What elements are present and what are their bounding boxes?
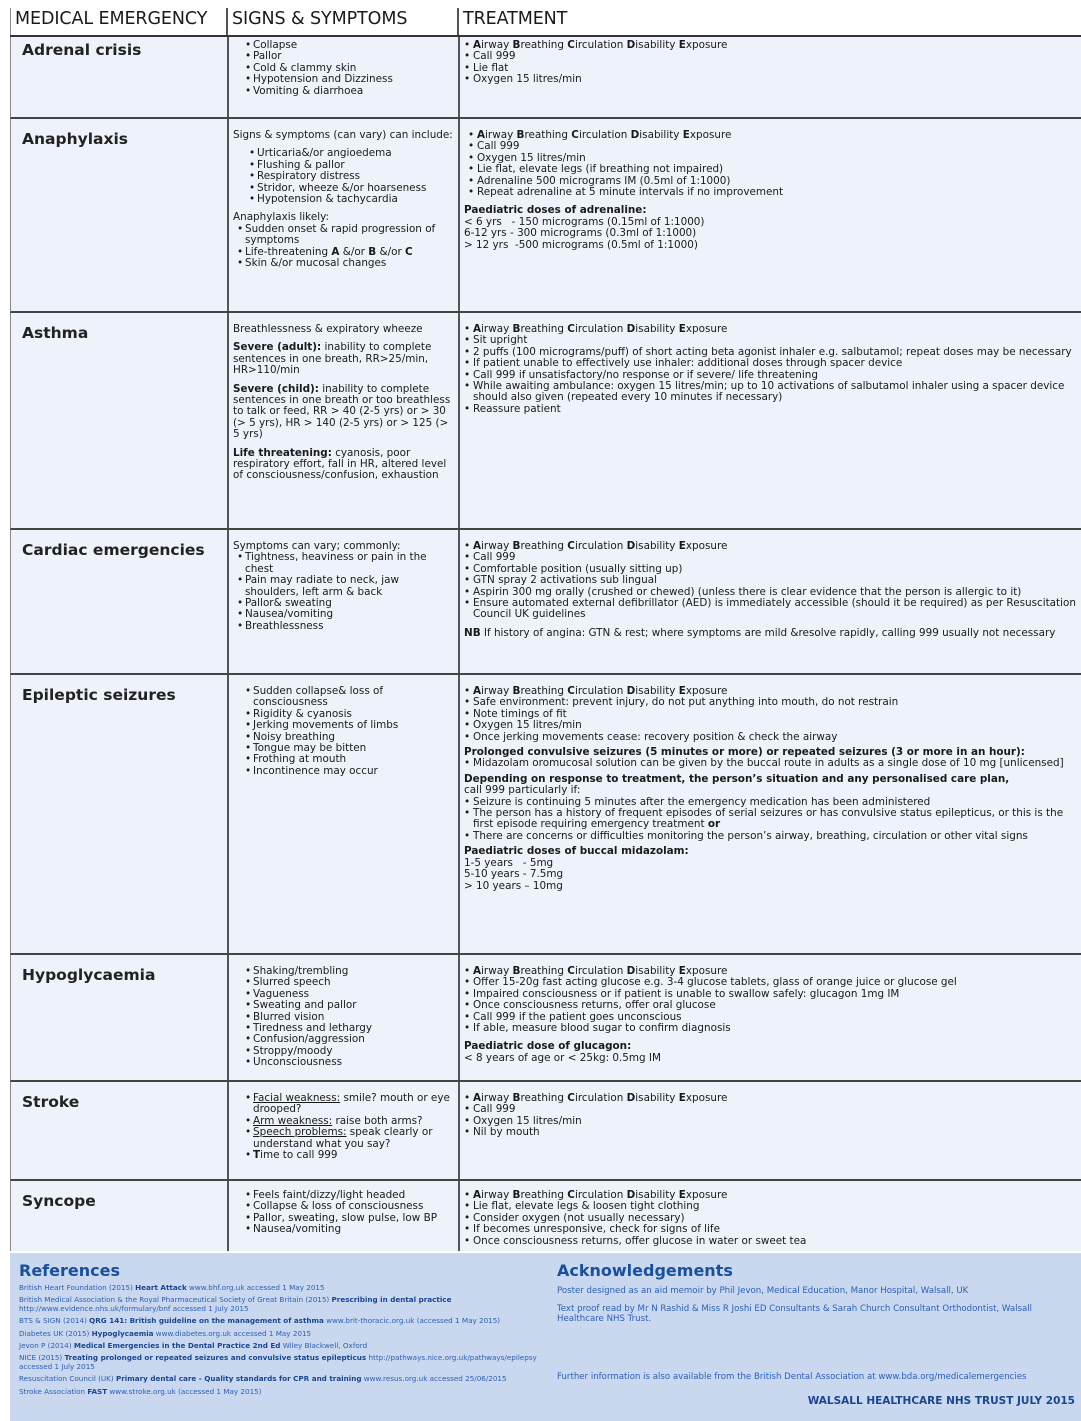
prolonged-list bbox=[464, 758, 1078, 769]
list-item: • Note timings of fit bbox=[464, 709, 1078, 720]
fast-s: • Speech problems: speak clearly or understand what you say? bbox=[245, 1127, 454, 1150]
signs-cell bbox=[227, 675, 458, 953]
signs-list bbox=[233, 1190, 454, 1236]
paed-title: Paediatric dose of glucagon: bbox=[464, 1040, 632, 1053]
treatment-cell bbox=[458, 675, 1081, 953]
list-item: • While awaiting ambulance: oxygen 15 litres/min; up to 10 activations of salbutamol inhaler using a spacer device should also given (repeated every 10 minutes if necessary) bbox=[464, 381, 1078, 404]
treatment-list bbox=[464, 335, 1078, 415]
list-item: • Sudden collapse& loss of consciousness bbox=[245, 686, 454, 709]
likely-item: • Skin &/or mucosal changes bbox=[237, 258, 454, 269]
list-item: • Comfortable position (usually sitting up) bbox=[464, 564, 1078, 575]
reference-item: BTS & SIGN (2014) QRG 141: British guideline on the management of asthma www.brit-thoracic.org.uk (accessed 1 May 2015) bbox=[19, 1316, 501, 1326]
row-adrenal-crisis bbox=[10, 37, 1081, 119]
treatment-list bbox=[464, 51, 1078, 85]
depending-item: • The person has a history of frequent episodes of serial seizures or has convulsive status epilepticus, or this is the first episode requiring emergency treatment or bbox=[464, 808, 1078, 831]
treatment-cell bbox=[458, 37, 1081, 117]
list-item: • Ensure automated external defibrillator (AED) is immediately accessible (should it be required) as per Resuscitation Council UK guidelines bbox=[464, 598, 1078, 621]
signs-cell bbox=[227, 313, 458, 528]
emergency-name: Epileptic seizures bbox=[22, 686, 176, 704]
likely-list bbox=[233, 224, 454, 270]
list-item: • Vagueness bbox=[245, 989, 454, 1000]
abcde-line: • Airway Breathing Circulation Disability Exposure bbox=[464, 324, 1078, 335]
reference-item: Diabetes UK (2015) Hypoglycaemia www.diabetes.org.uk accessed 1 May 2015 bbox=[19, 1328, 312, 1338]
list-item: • Confusion/aggression bbox=[245, 1034, 454, 1045]
list-item: • Stroppy/moody bbox=[245, 1046, 454, 1057]
list-item: • Hypotension & tachycardia bbox=[249, 194, 454, 205]
list-item: • GTN spray 2 activations sub lingual bbox=[464, 575, 1078, 586]
list-item: • Unconsciousness bbox=[245, 1057, 454, 1068]
signs-list bbox=[233, 552, 454, 632]
emergency-name: Adrenal crisis bbox=[22, 41, 142, 59]
footer-trust: WALSALL HEALTHCARE NHS TRUST JULY 2015 bbox=[807, 1395, 1075, 1407]
list-item: • Impaired consciousness or if patient is unable to swallow safely: glucagon 1mg IM bbox=[464, 989, 1078, 1000]
fast-f: • Facial weakness: smile? mouth or eye drooped? bbox=[245, 1093, 454, 1116]
severe-child: Severe (child): inability to complete sentences in one breath or too breathless to talk or feed, RR > 40 (2-5 yrs) or > 30 (> 5 yrs), HR > 140 (2-5 yrs) or > 125 (> 5 yrs) bbox=[233, 382, 451, 441]
ack-line: Text proof read by Mr N Rashid & Miss R Joshi ED Consultants & Sarah Church Consultant Orthodontist, Walsall Healthcare NHS Trust. bbox=[557, 1304, 1033, 1324]
list-item: • Nil by mouth bbox=[464, 1127, 1078, 1138]
treatment-cell bbox=[458, 530, 1081, 673]
signs-intro: Signs & symptoms (can vary) can include: bbox=[233, 129, 453, 141]
list-item: • Frothing at mouth bbox=[245, 754, 454, 765]
treatment-list bbox=[468, 141, 1078, 198]
list-item: • Respiratory distress bbox=[249, 171, 454, 182]
nb-note: NB If history of angina: GTN & rest; where symptoms are mild &resolve rapidly, calling 999 usually not necessary bbox=[464, 626, 1056, 639]
signs-list bbox=[233, 686, 454, 777]
row-epileptic-seizures bbox=[10, 675, 1081, 955]
row-hypoglycaemia bbox=[10, 955, 1081, 1082]
list-item: • Oxygen 15 litres/min bbox=[464, 74, 1078, 85]
emergency-name: Asthma bbox=[22, 324, 89, 342]
row-stroke bbox=[10, 1082, 1081, 1181]
paed-title: Paediatric doses of buccal midazolam: bbox=[464, 845, 689, 858]
list-item: • Hypotension and Dizziness bbox=[245, 74, 454, 85]
treatment-cell bbox=[458, 955, 1081, 1080]
emergency-name: Syncope bbox=[22, 1192, 96, 1210]
depending-title: Depending on response to treatment, the person’s situation and any personalised care plan, bbox=[464, 772, 1010, 785]
paed-doses bbox=[464, 217, 1078, 251]
fast-a: • Arm weakness: raise both arms? bbox=[245, 1116, 454, 1127]
abcde-line: • Airway Breathing Circulation Disability Exposure bbox=[464, 1190, 1078, 1201]
treatment-cell bbox=[458, 1181, 1081, 1251]
acknowledgements-title: Acknowledgements bbox=[557, 1261, 733, 1280]
paed-dose-line: 1-5 years - 5mg bbox=[464, 856, 554, 869]
further-info: Further information is also available from the British Dental Association at www.bda.org/medicalemergencies bbox=[557, 1372, 1027, 1382]
reference-item: British Heart Foundation (2015) Heart Attack www.bhf.org.uk accessed 1 May 2015 bbox=[19, 1283, 325, 1292]
list-item: • Urticaria&/or angioedema bbox=[249, 148, 454, 159]
list-item: • Consider oxygen (not usually necessary) bbox=[464, 1213, 1078, 1224]
emergency-name: Stroke bbox=[22, 1093, 80, 1111]
list-item: • Oxygen 15 litres/min bbox=[464, 1116, 1078, 1127]
header-signs-symptoms: SIGNS & SYMPTOMS bbox=[226, 8, 457, 35]
list-item: • Pallor bbox=[245, 51, 454, 62]
list-item: • Pallor& sweating bbox=[237, 598, 454, 609]
paed-dose-line: < 6 yrs - 150 micrograms (0.15ml of 1:1000) bbox=[464, 215, 705, 228]
treatment-cell bbox=[458, 119, 1081, 311]
list-item: • Midazolam oromucosal solution can be given by the buccal route in adults as a single dose of 10 mg [unlicensed] bbox=[464, 758, 1078, 769]
reference-item: NICE (2015) Treating prolonged or repeated seizures and convulsive status epilepticus http://pathways.nice.org.uk/pathways/epilepsy accessed 1 July 2015 bbox=[19, 1353, 537, 1371]
abcde-line: • Airway Breathing Circulation Disability Exposure bbox=[464, 541, 1078, 552]
list-item: • Vomiting & diarrhoea bbox=[245, 86, 454, 97]
treatment-list bbox=[464, 1201, 1078, 1247]
list-item: • Pain may radiate to neck, jaw shoulders, left arm & back bbox=[237, 575, 454, 598]
list-item: • Oxygen 15 litres/min bbox=[468, 153, 1078, 164]
list-item: • Blurred vision bbox=[245, 1012, 454, 1023]
list-item: • Tiredness and lethargy bbox=[245, 1023, 454, 1034]
list-item: • Call 999 if unsatisfactory/no response or if severe/ life threatening bbox=[464, 370, 1078, 381]
emergency-table bbox=[10, 8, 1081, 1251]
list-item: • Collapse & loss of consciousness bbox=[245, 1201, 454, 1212]
row-cardiac-emergencies bbox=[10, 530, 1081, 675]
list-item: • Call 999 bbox=[464, 552, 1078, 563]
reference-item: Stroke Association FAST www.stroke.org.uk (accessed 1 May 2015) bbox=[19, 1386, 262, 1396]
signs-list bbox=[233, 148, 454, 205]
list-item: • Safe environment: prevent injury, do not put anything into mouth, do not restrain bbox=[464, 697, 1078, 708]
paed-dose-line: > 10 years – 10mg bbox=[464, 879, 563, 892]
list-item: • Once consciousness returns, offer oral glucose bbox=[464, 1000, 1078, 1011]
list-item: • If becomes unresponsive, check for signs of life bbox=[464, 1224, 1078, 1235]
list-item: • Tongue may be bitten bbox=[245, 743, 454, 754]
emergency-name: Anaphylaxis bbox=[22, 130, 129, 148]
depending-item: • There are concerns or difficulties monitoring the person’s airway, breathing, circulation or other vital signs bbox=[464, 831, 1078, 842]
paed-dose-line: < 8 years of age or < 25kg: 0.5mg IM bbox=[464, 1051, 661, 1064]
list-item: • Lie flat, elevate legs (if breathing not impaired) bbox=[468, 164, 1078, 175]
list-item: • If able, measure blood sugar to confirm diagnosis bbox=[464, 1023, 1078, 1034]
fast-t: • Time to call 999 bbox=[245, 1150, 454, 1161]
list-item: • If patient unable to effectively use inhaler: additional doses through spacer device bbox=[464, 358, 1078, 369]
signs-cell bbox=[227, 1082, 458, 1179]
signs-intro: Symptoms can vary; commonly: bbox=[233, 540, 401, 552]
list-item: • Adrenaline 500 micrograms IM (0.5ml of 1:1000) bbox=[468, 176, 1078, 187]
header-treatment: TREATMENT bbox=[457, 8, 1081, 35]
abcde-line: • Airway Breathing Circulation Disability Exposure bbox=[464, 1093, 1078, 1104]
treatment-cell bbox=[458, 1082, 1081, 1179]
likely-item: • Sudden onset & rapid progression of symptoms bbox=[237, 224, 454, 247]
emergency-name: Cardiac emergencies bbox=[22, 541, 205, 559]
list-item: • Lie flat, elevate legs & loosen tight clothing bbox=[464, 1201, 1078, 1212]
treatment-list bbox=[464, 552, 1078, 620]
references-list bbox=[19, 1284, 549, 1396]
abcde-line: • Airway Breathing Circulation Disability Exposure bbox=[468, 130, 1078, 141]
list-item: • Jerking movements of limbs bbox=[245, 720, 454, 731]
signs-cell bbox=[227, 119, 458, 311]
reference-item: Jevon P (2014) Medical Emergencies in the Dental Practice 2nd Ed Wiley Blackwell, Oxford bbox=[19, 1341, 368, 1351]
prolonged-title: Prolonged convulsive seizures (5 minutes or more) or repeated seizures (3 or more in an hour): bbox=[464, 746, 1025, 759]
ack-line: Poster designed as an aid memoir by Phil Jevon, Medical Education, Manor Hospital, Walsall, UK bbox=[557, 1286, 969, 1296]
references-title: References bbox=[19, 1261, 120, 1280]
paed-dose-line: > 12 yrs -500 micrograms (0.5ml of 1:1000) bbox=[464, 238, 698, 251]
list-item: • Sweating and pallor bbox=[245, 1000, 454, 1011]
list-item: • Pallor, sweating, slow pulse, low BP bbox=[245, 1213, 454, 1224]
paed-dose-line: 6-12 yrs - 300 micrograms (0.3ml of 1:1000) bbox=[464, 227, 697, 240]
fast-list bbox=[233, 1093, 454, 1161]
list-item: • Flushing & pallor bbox=[249, 160, 454, 171]
list-item: • Slurred speech bbox=[245, 977, 454, 988]
signs-cell bbox=[227, 37, 458, 117]
abcde-line: • Airway Breathing Circulation Disability Exposure bbox=[464, 686, 1078, 697]
depending-sub: call 999 particularly if: bbox=[464, 784, 581, 797]
list-item: • Once consciousness returns, offer glucose in water or sweet tea bbox=[464, 1236, 1078, 1247]
signs-cell bbox=[227, 955, 458, 1080]
abcde-line: • Airway Breathing Circulation Disability Exposure bbox=[464, 966, 1078, 977]
signs-cell bbox=[227, 1181, 458, 1251]
row-asthma bbox=[10, 313, 1081, 530]
signs-list bbox=[233, 966, 454, 1069]
list-item: • Lie flat bbox=[464, 63, 1078, 74]
list-item: • Oxygen 15 litres/min bbox=[464, 720, 1078, 731]
list-item: • 2 puffs (100 micrograms/puff) of short acting beta agonist inhaler e.g. salbutamol; repeat doses may be necessary bbox=[464, 347, 1078, 358]
list-item: • Nausea/vomiting bbox=[237, 609, 454, 620]
list-item: • Cold & clammy skin bbox=[245, 63, 454, 74]
treatment-list bbox=[464, 977, 1078, 1034]
list-item: • Call 999 bbox=[464, 51, 1078, 62]
paed-title: Paediatric doses of adrenaline: bbox=[464, 204, 647, 217]
list-item: • Call 999 bbox=[464, 1104, 1078, 1115]
treatment-list bbox=[464, 1104, 1078, 1138]
likely-label: Anaphylaxis likely: bbox=[233, 211, 329, 224]
list-item: • Collapse bbox=[245, 40, 454, 51]
list-item: • Stridor, wheeze &/or hoarseness bbox=[249, 183, 454, 194]
life-threatening: Life threatening: cyanosis, poor respiratory effort, fall in HR, altered level of consciousness/confusion, exhaustion bbox=[233, 446, 447, 482]
depending-list bbox=[464, 797, 1078, 843]
signs-list bbox=[233, 40, 454, 97]
references-panel bbox=[10, 1253, 1081, 1421]
list-item: • Offer 15-20g fast acting glucose e.g. 3-4 glucose tablets, glass of orange juice or glucose gel bbox=[464, 977, 1078, 988]
signs-cell bbox=[227, 530, 458, 673]
asthma-line: Breathlessness & expiratory wheeze bbox=[233, 323, 423, 335]
emergency-name: Hypoglycaemia bbox=[22, 966, 156, 984]
reference-item: Resuscitation Council (UK) Primary dental care - Quality standards for CPR and training www.resus.org.uk accessed 25/06/2015 bbox=[19, 1374, 507, 1384]
header-medical-emergency: MEDICAL EMERGENCY bbox=[10, 8, 226, 35]
list-item: • Repeat adrenaline at 5 minute intervals if no improvement bbox=[468, 187, 1078, 198]
list-item: • Reassure patient bbox=[464, 404, 1078, 415]
reference-item: British Medical Association & the Royal Pharmaceutical Society of Great Britain (2015) Prescribing in dental practice http://www.evidence.nhs.uk/formulary/bnf accessed 1 July 2015 bbox=[19, 1295, 452, 1313]
list-item: • Tightness, heaviness or pain in the chest bbox=[237, 552, 454, 575]
list-item: • Once jerking movements cease: recovery position & check the airway bbox=[464, 732, 1078, 743]
depending-item: • Seizure is continuing 5 minutes after the emergency medication has been administered bbox=[464, 797, 1078, 808]
list-item: • Sit upright bbox=[464, 335, 1078, 346]
list-item: • Breathlessness bbox=[237, 621, 454, 632]
list-item: • Feels faint/dizzy/light headed bbox=[245, 1190, 454, 1201]
list-item: • Incontinence may occur bbox=[245, 766, 454, 777]
severe-adult: Severe (adult): inability to complete sentences in one breath, RR>25/min, HR>110/min bbox=[233, 341, 432, 377]
list-item: • Rigidity & cyanosis bbox=[245, 709, 454, 720]
list-item: • Noisy breathing bbox=[245, 732, 454, 743]
treatment-list bbox=[464, 697, 1078, 743]
list-item: • Call 999 bbox=[468, 141, 1078, 152]
list-item: • Shaking/trembling bbox=[245, 966, 454, 977]
abcde-line: • Airway Breathing Circulation Disability Exposure bbox=[464, 40, 1078, 51]
treatment-cell bbox=[458, 313, 1081, 528]
life-threatening-item: • Life-threatening A &/or B &/or C bbox=[237, 247, 454, 258]
row-anaphylaxis bbox=[10, 119, 1081, 313]
list-item: • Nausea/vomiting bbox=[245, 1224, 454, 1235]
row-syncope bbox=[10, 1181, 1081, 1251]
paed-dose-line: 5-10 years - 7.5mg bbox=[464, 868, 564, 881]
list-item: • Aspirin 300 mg orally (crushed or chewed) (unless there is clear evidence that the person is allergic to it) bbox=[464, 587, 1078, 598]
list-item: • Call 999 if the patient goes unconscious bbox=[464, 1012, 1078, 1023]
